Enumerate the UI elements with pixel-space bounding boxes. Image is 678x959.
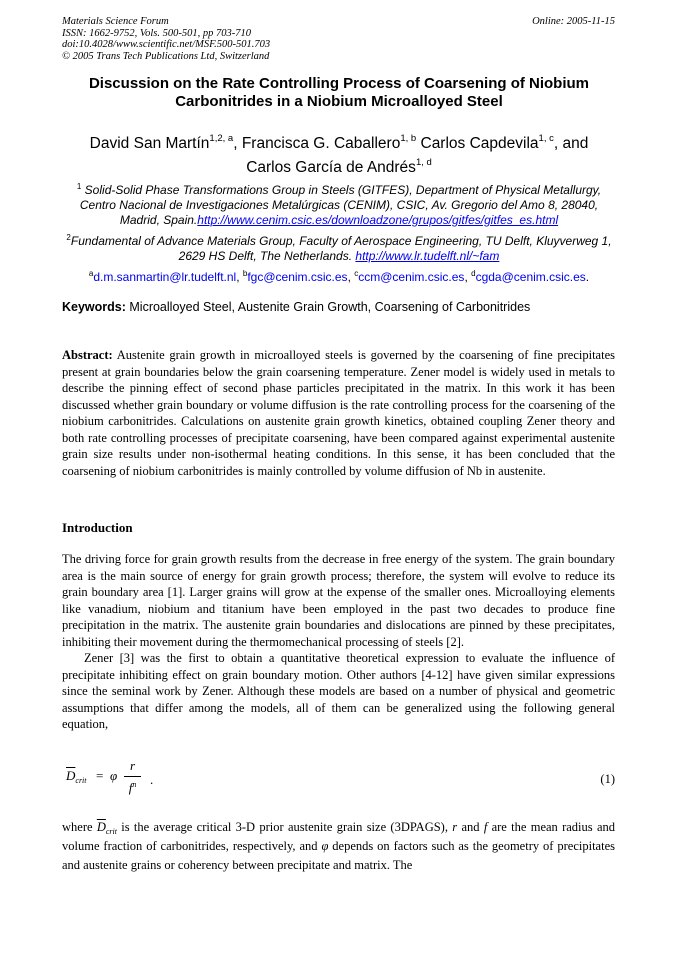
abstract — [62, 347, 615, 479]
online-date: Online: 2005-11-15 — [532, 16, 615, 27]
email-link[interactable]: d.m.sanmartin@lr.tudelft.nl — [93, 270, 237, 284]
symbol-subscript: crit — [105, 827, 117, 836]
email-separator: , — [236, 270, 243, 284]
text-run: and — [457, 820, 484, 834]
author-line-2 — [40, 156, 638, 180]
keywords — [62, 300, 622, 315]
affiliation-sup: 2 — [66, 233, 71, 242]
title-line-1: Discussion on the Rate Controlling Process of Coarsening of Niobium — [88, 75, 590, 92]
keywords-label: Keywords: — [62, 300, 126, 314]
email-link[interactable]: cgda@cenim.csic.es — [475, 270, 586, 284]
keywords-text: Microalloyed Steel, Austenite Grain Growth, Coarsening of Carbonitrides — [125, 300, 531, 314]
equation-equals: = — [96, 768, 104, 783]
denominator-f: f — [128, 780, 133, 795]
symbol-f: f — [483, 820, 488, 834]
author-sup: 1,2, a — [209, 133, 234, 144]
symbol-r: r — [452, 820, 458, 834]
affiliation-sup: 1 — [76, 182, 82, 191]
email-list — [62, 270, 616, 285]
symbol-phi: φ — [321, 839, 329, 853]
email-link[interactable]: ccm@cenim.csic.es — [358, 270, 465, 284]
paper-title — [40, 75, 638, 111]
abstract-text: Austenite grain growth in microalloyed steels is governed by the coarsening of fine precipitates present at grain boundaries below the grain coarsening temperature. Zener model is widely used in metals to describe the pinning effect of second phase particles precipitated in the matrix. In this work it has been discussed whether grain boundary or volume diffusion is the rate controlling process for the coarsening of the niobium carbonitrides. Calculations on austenite grain growth kinetics, obtained coupling Zener theory and both rate controlling processes of precipitate coarsening, have been compared against experimental austenite grain size results under non-isothermal heating conditions. In this sense, it has been concluded that the coarsening of niobium carbonitrides is mainly controlled by volume diffusion of Nb in austenite. — [62, 348, 615, 478]
equation-lhs — [66, 768, 87, 784]
author-sup: 1, c — [538, 133, 554, 144]
paragraph: The driving force for grain growth results from the decrease in free energy of the system. The grain boundary area is the main source of energy for grain growth process; therefore, the system will evolve to reduce its grain boundary area [1]. Larger grains will grow at the expense of the smaller ones. Microalloying elements like vanadium, niobium and titanium have been employed in the past two decades to produce fine precipitation in the matrix. The austenite grain boundaries and dislocations are pinned by these precipitates, inhibiting their movement during the thermomechanical processing of steels [2]. — [62, 552, 615, 649]
email-end: . — [585, 270, 590, 284]
email-separator: , — [347, 270, 355, 284]
symbol-d: $\overline{D}$ — [96, 820, 106, 834]
author-line-1 — [40, 132, 638, 156]
affiliation-link[interactable]: http://www.cenim.csic.es/downloadzone/grupos/gitfes/gitfes_es.html — [197, 213, 559, 227]
author-sup: 1, b — [400, 133, 417, 144]
affiliation-1 — [62, 183, 616, 228]
email-sup: a — [88, 269, 94, 278]
author-name: Carlos García de Andrés — [246, 159, 416, 176]
affiliation-text: Fundamental of Advance Materials Group, Faculty of Aerospace Engineering, TU Delft, Kluyverweg 1, 2629 HS Delft, The Netherlands. — [70, 234, 612, 263]
where-paragraph — [62, 818, 615, 875]
affiliation-2 — [62, 234, 616, 264]
affiliation-link[interactable]: http://www.lr.tudelft.nl/~fam — [355, 249, 500, 263]
email-separator: , — [464, 270, 472, 284]
doi-line: doi:10.4028/www.scientific.net/MSF.500-501.703 — [62, 39, 271, 50]
equation-1 — [62, 758, 615, 804]
author-list — [40, 132, 638, 180]
text-run: depends on factors such as the geometry of precipitates and austenite grains or coherency between precipitate and matrix. The — [62, 839, 615, 872]
email-link[interactable]: fgc@cenim.csic.es — [247, 270, 348, 284]
fraction-numerator: r — [124, 758, 141, 777]
author-name: , Francisca G. Caballero — [233, 135, 401, 152]
equation-symbol-d: $\overline{D}$ — [66, 768, 76, 783]
journal-name: Materials Science Forum — [62, 16, 169, 27]
journal-header — [62, 16, 270, 62]
equation-period: . — [150, 772, 154, 787]
author-name: Carlos Capdevila — [416, 135, 539, 152]
issn-line: ISSN: 1662-9752, Vols. 500-501, pp 703-710 — [62, 27, 251, 39]
abstract-label: Abstract: — [62, 348, 113, 362]
paragraph: Zener [3] was the first to obtain a quantitative theoretical expression to evaluate the influence of precipitate inhibiting effect on grain boundary motion. Other authors [4-12] have given similar expressions since the seminal work by Zener. Although these models are based on a number of physical and geometric assumptions that differ among the models, all of them can be generalized using the following general equation, — [62, 651, 615, 731]
title-line-2: Carbonitrides in a Niobium Microalloyed Steel — [175, 93, 503, 110]
equation-phi: φ — [110, 768, 118, 783]
introduction-body — [62, 551, 615, 733]
denominator-exponent: n — [132, 780, 137, 789]
fraction-denominator — [124, 777, 141, 796]
affiliation-text: Solid-Solid Phase Transformations Group in Steels (GITFES), Department of Physical Metallurgy, Centro Nacional de Investigaciones Metalúrgicas (CENIM), CSIC, Av. Gregorio del Amo 8, 28040, Madrid, Spain. — [79, 183, 602, 227]
email-sup: b — [242, 269, 248, 278]
text-run: is the average critical 3-D prior austenite grain size (3DPAGS), — [116, 820, 453, 834]
email-sup: c — [354, 269, 359, 278]
author-separator: , and — [553, 135, 589, 152]
author-sup: 1, d — [415, 157, 432, 168]
text-run: are the mean radius and volume fraction of carbonitrides, respectively, and — [62, 820, 615, 853]
equation-number: (1) — [600, 772, 615, 786]
equation-fraction — [124, 758, 141, 796]
equation-subscript: crit — [75, 776, 87, 785]
author-name: David San Martín — [89, 135, 210, 152]
email-sup: d — [471, 269, 476, 278]
copyright-line: © 2005 Trans Tech Publications Ltd, Switzerland — [62, 50, 270, 62]
text-run: where — [62, 820, 97, 834]
section-heading-introduction: Introduction — [62, 520, 133, 535]
